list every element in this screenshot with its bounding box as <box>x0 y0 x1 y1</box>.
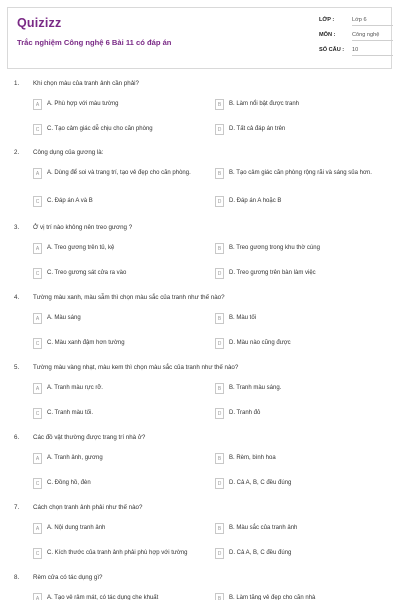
option-letter-box: D <box>215 408 224 419</box>
option-text: D. Treo gương trên bàn làm việc <box>229 270 316 276</box>
question-text: Tường màu xanh, màu sẫm thì chọn màu sắc của tranh như thế nào? <box>33 294 225 301</box>
option-text: D. Màu nào cũng được <box>229 340 291 346</box>
meta-label: LỚP : <box>319 17 335 23</box>
question-number: 6. <box>14 434 20 441</box>
option-letter-box: B <box>215 453 224 464</box>
question-text: Rèm cửa có tác dụng gì? <box>33 574 103 581</box>
worksheet-header <box>7 7 392 69</box>
option-text: B. Rèm, bình hoa <box>229 455 276 461</box>
question-number: 2. <box>14 149 20 156</box>
option-text: A. Dùng để soi và trang trí, tạo vẻ đẹp cho căn phòng. <box>47 170 191 176</box>
question-text: Các đồ vật thường được trang trí nhà ở? <box>33 434 146 441</box>
option-text: B. Làm tăng vẻ đẹp cho căn nhà <box>229 595 316 600</box>
option-letter-box: D <box>215 268 224 279</box>
option-text: A. Phù hợp với màu tường <box>47 101 119 107</box>
option-letter-box: C <box>33 124 42 135</box>
option-text: C. Tranh màu tối. <box>47 410 94 416</box>
question-text: Ở vị trí nào không nên treo gương ? <box>33 224 133 231</box>
option-letter-box: A <box>33 523 42 534</box>
question-number: 3. <box>14 224 20 231</box>
option-letter-box: A <box>33 453 42 464</box>
option-text: B. Làm nổi bật được tranh <box>229 101 299 107</box>
option-letter-box: B <box>215 593 224 600</box>
option-letter-box: B <box>215 99 224 110</box>
worksheet-title: Trắc nghiệm Công nghệ 6 Bài 11 có đáp án <box>17 38 172 47</box>
option-text: A. Tạo vẻ râm mát, có tác dụng che khuất <box>47 595 159 600</box>
option-text: B. Màu tối <box>229 315 257 321</box>
option-letter-box: B <box>215 168 224 179</box>
option-text: C. Đáp án A và B <box>47 198 93 204</box>
option-letter-box: B <box>215 523 224 534</box>
question-number: 5. <box>14 364 20 371</box>
option-text: C. Màu xanh đậm hơn tường <box>47 340 125 346</box>
option-text: B. Tranh màu sáng. <box>229 385 282 391</box>
option-letter-box: B <box>215 383 224 394</box>
question-text: Công dụng của gương là: <box>33 149 104 156</box>
question-text: Cách chọn tranh ảnh phải như thế nào? <box>33 504 143 511</box>
question-number: 1. <box>14 80 20 87</box>
option-text: B. Tạo cảm giác căn phòng rộng rãi và sáng sủa hơn. <box>229 170 372 176</box>
option-text: D. Tranh đỏ <box>229 410 261 416</box>
option-letter-box: C <box>33 196 42 207</box>
option-text: D. Cả A, B, C đều đúng <box>229 480 292 486</box>
option-letter-box: A <box>33 99 42 110</box>
option-letter-box: C <box>33 268 42 279</box>
option-letter-box: A <box>33 593 42 600</box>
option-letter-box: A <box>33 168 42 179</box>
option-text: D. Tất cả đáp án trên <box>229 126 286 132</box>
option-letter-box: A <box>33 313 42 324</box>
meta-value: 10 <box>352 47 393 56</box>
option-letter-box: D <box>215 196 224 207</box>
option-letter-box: B <box>215 243 224 254</box>
option-letter-box: D <box>215 338 224 349</box>
question-number: 7. <box>14 504 20 511</box>
option-text: B. Màu sắc của tranh ảnh <box>229 525 298 531</box>
question-text: Tường màu vàng nhạt, màu kem thì chọn màu sắc của tranh như thế nào? <box>33 364 239 371</box>
option-text: D. Cả A, B, C đều đúng <box>229 550 292 556</box>
option-letter-box: D <box>215 548 224 559</box>
option-letter-box: D <box>215 478 224 489</box>
option-text: B. Treo gương trong khu thờ cúng <box>229 245 320 251</box>
option-text: A. Màu sáng <box>47 315 81 321</box>
option-letter-box: C <box>33 548 42 559</box>
option-text: A. Tranh ảnh, gương <box>47 455 103 461</box>
question-text: Khi chọn màu của tranh ảnh cần phải? <box>33 80 139 87</box>
option-text: A. Tranh màu rực rỡ. <box>47 385 103 391</box>
meta-value: Công nghệ <box>352 32 393 41</box>
option-letter-box: B <box>215 313 224 324</box>
option-text: D. Đáp án A hoặc B <box>229 198 282 204</box>
option-text: A. Nội dung tranh ảnh <box>47 525 106 531</box>
question-number: 8. <box>14 574 20 581</box>
option-letter-box: A <box>33 243 42 254</box>
option-text: A. Treo gương trên tủ, kệ <box>47 245 115 251</box>
meta-label: MÔN : <box>319 32 336 38</box>
option-text: C. Tạo cảm giác dễ chịu cho căn phòng <box>47 126 153 132</box>
option-letter-box: C <box>33 478 42 489</box>
quizizz-logo: Quizizz <box>17 16 62 30</box>
option-text: C. Treo gương sát cửa ra vào <box>47 270 127 276</box>
question-number: 4. <box>14 294 20 301</box>
option-letter-box: C <box>33 338 42 349</box>
meta-value: Lớp 6 <box>352 17 393 26</box>
option-text: C. Kích thước của tranh ảnh phải phù hợp với tường <box>47 550 188 556</box>
option-letter-box: A <box>33 383 42 394</box>
option-letter-box: D <box>215 124 224 135</box>
option-text: C. Đồng hồ, đèn <box>47 480 91 486</box>
option-letter-box: C <box>33 408 42 419</box>
meta-label: SỐ CÂU : <box>319 47 345 53</box>
